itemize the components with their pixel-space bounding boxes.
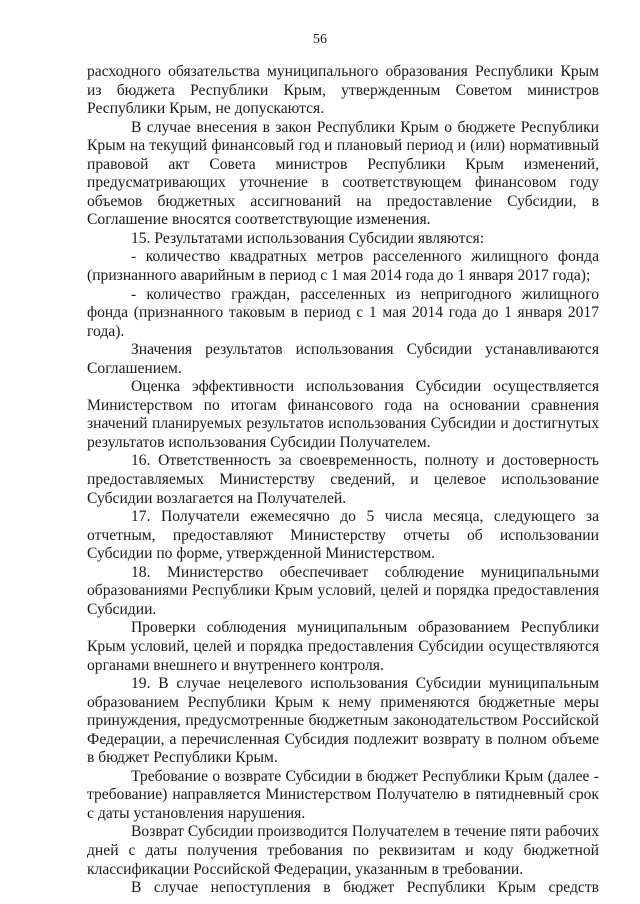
- paragraph-item-19: 19. В случае нецелевого использования Субсидии муниципальным образованием Республики Крым к нему применяются бюджетные меры принуждения, предусмотренные бюджетным законодательством Российской Федерации, а перечисленная Субсидия подлежит возврату в полном объеме в бюджет Республики Крым.: [87, 675, 599, 767]
- paragraph-non-receipt: В случае непоступления в бюджет Республики Крым средств: [131, 879, 599, 897]
- paragraph-item-18: 18. Министерство обеспечивает соблюдение муниципальными образованиями Республики Крым условий, целей и порядка предоставления Субсидии.: [87, 563, 599, 618]
- page-number: 56: [313, 32, 327, 47]
- paragraph-item-15: 15. Результатами использования Субсидии являются:: [131, 229, 485, 247]
- paragraph-efficiency-assessment: Оценка эффективности использования Субсидии осуществляется Министерством по итогам финансового года на основании сравнения значений планируемых результатов использования Субсидии и достигнутых результатов использования Субсидии Получателем.: [87, 378, 599, 451]
- paragraph-result-values: Значения результатов использования Субсидии устанавливаются Соглашением.: [87, 341, 599, 377]
- paragraph-continuation: расходного обязательства муниципального образования Республики Крым из бюджета Республики Крым, утвержденным Советом министров Республики Крым, не допускаются.: [87, 63, 599, 118]
- paragraph-item-17: 17. Получатели ежемесячно до 5 числа месяца, следующего за отчетным, предоставляют Министерству отчеты об использовании Субсидии по форме, утвержденной Министерством.: [87, 508, 599, 563]
- paragraph-control-checks: Проверки соблюдения муниципальным образованием Республики Крым условий, целей и порядка предоставления Субсидии осуществляются органами внешнего и внутреннего контроля.: [87, 619, 599, 674]
- list-item-citizens: - количество граждан, расселенных из непригодного жилищного фонда (признанного таковым в период с 1 мая 2014 года до 1 января 2017 года).: [87, 285, 599, 340]
- list-item-square-meters: - количество квадратных метров расселенного жилищного фонда (признанного аварийным в период с 1 мая 2014 года до 1 января 2017 года);: [87, 248, 599, 285]
- paragraph-refund-procedure: Возврат Субсидии производится Получателем в течение пяти рабочих дней с даты получения требования по реквизитам и коду бюджетной классификации Российской Федерации, указанным в требовании.: [87, 823, 599, 878]
- paragraph-item-16: 16. Ответственность за своевременность, полноту и достоверность предоставляемых Министерству сведений, и целевое использование Субсидии возлагается на Получателей.: [87, 452, 599, 507]
- document-body: [87, 63, 599, 898]
- paragraph-refund-requirement: Требование о возврате Субсидии в бюджет Республики Крым (далее - требование) направляется Министерством Получателю в пятидневный срок с даты установления нарушения.: [87, 767, 599, 822]
- paragraph-budget-changes: В случае внесения в закон Республики Крым о бюджете Республики Крым на текущий финансовый год и плановый период и (или) нормативный правовой акт Совета министров Республики Крым изменений, предусматривающих уточнение в соответствующем финансовом году объемов бюджетных ассигнований на предоставление Субсидии, в Соглашение вносятся соответствующие изменения.: [87, 118, 599, 229]
